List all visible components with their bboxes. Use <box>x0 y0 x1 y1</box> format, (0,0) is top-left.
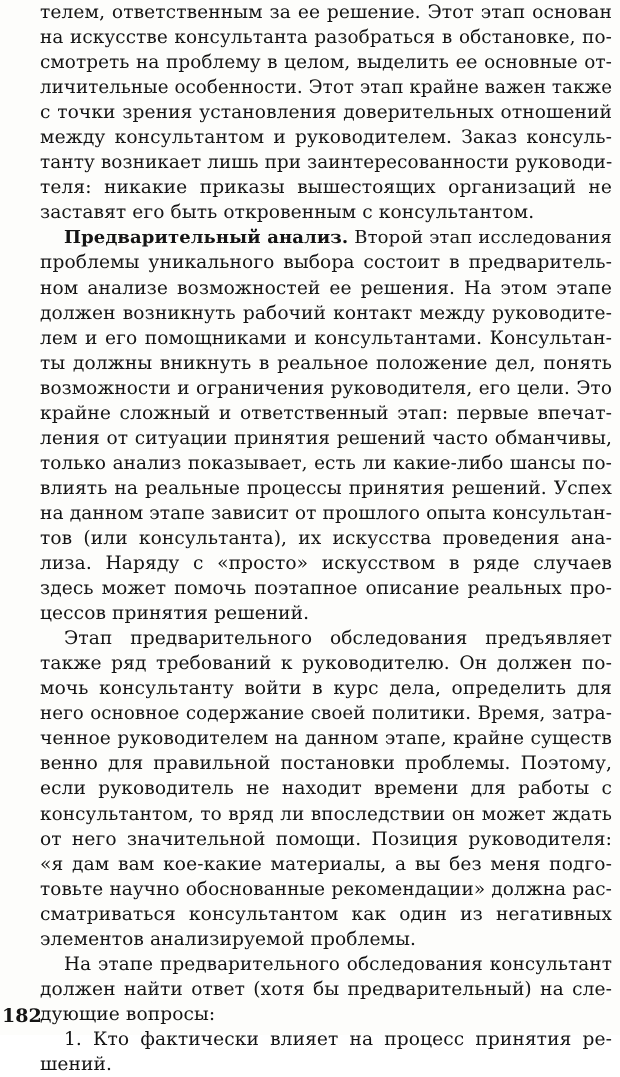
text-line <box>40 776 612 801</box>
line-text: элементов анализируемой проблемы. <box>40 928 417 950</box>
line-text: только анализ показывает, есть ли какие-либо шансы по- <box>40 452 612 474</box>
text-line <box>40 526 612 551</box>
text-line <box>40 125 612 150</box>
text-line <box>40 351 612 376</box>
text-line <box>40 701 612 726</box>
line-text: лиза. Наряду с «просто» искусством в ряде случаев <box>40 553 612 575</box>
text-line <box>40 376 612 401</box>
line-text: товьте научно обоснованные рекомендации» должна рас- <box>40 878 612 900</box>
text-line <box>40 175 612 200</box>
line-text: Этап предварительного обследования предъявляет <box>64 628 612 650</box>
text-line <box>40 551 612 576</box>
line-text: «я дам вам кое-какие материалы, а вы без меня подго- <box>40 853 612 875</box>
line-text: ления от ситуации принятия решений часто обманчивы, <box>40 427 612 449</box>
line-text: на данном этапе зависит от прошлого опыта консультан- <box>40 502 612 524</box>
text-line <box>40 651 612 676</box>
text-line <box>40 676 612 701</box>
text-line <box>40 0 612 25</box>
text-line <box>40 326 612 351</box>
line-text: цессов принятия решений. <box>40 603 310 625</box>
line-text: танту возникает лишь при заинтересованности руководи- <box>40 152 612 174</box>
line-text: консультантом, то вряд ли впоследствии он может ждать <box>40 803 612 825</box>
line-text: должен найти ответ (хотя бы предварительный) на сле- <box>40 978 612 1000</box>
text-line <box>40 276 612 301</box>
text-line <box>40 626 612 651</box>
text-line <box>40 1002 612 1027</box>
text-line <box>40 927 612 952</box>
text-line <box>40 501 612 526</box>
line-text: на искусстве консультанта разобраться в обстановке, по- <box>40 27 612 49</box>
text-line <box>40 301 612 326</box>
line-text: ченное руководителем на данном этапе, крайне существ <box>40 728 612 750</box>
text-line <box>40 877 612 902</box>
text-line <box>40 200 612 225</box>
line-text: здесь может помочь поэтапное описание реальных про- <box>40 578 612 600</box>
text-line <box>40 250 612 275</box>
line-text: возможности и ограничения руководителя, его цели. Это <box>40 377 612 399</box>
line-text: тов (или консультанта), их искусства проведения ана- <box>40 527 612 549</box>
text-line <box>40 576 612 601</box>
text-line <box>40 75 612 100</box>
line-text: лем и его помощниками и консультантами. Консультан- <box>40 327 612 349</box>
text-line <box>40 802 612 827</box>
line-text: от него значительной помощи. Позиция руководителя: <box>40 828 612 850</box>
text-line <box>40 726 612 751</box>
text-line <box>40 476 612 501</box>
line-text: сматриваться консультантом как один из негативных <box>40 903 612 925</box>
text-line <box>40 100 612 125</box>
line-text: 1. Кто фактически влияет на процесс принятия ре- <box>64 1028 612 1050</box>
line-text: крайне сложный и ответственный этап: первые впечат- <box>40 402 612 424</box>
line-text: смотреть на проблему в целом, выделить ее основные от- <box>40 52 612 74</box>
section-heading: Предварительный анализ. <box>64 227 349 249</box>
text-line <box>40 1027 612 1052</box>
line-text: проблемы уникального выбора состоит в предваритель- <box>40 252 612 274</box>
text-line <box>40 150 612 175</box>
line-text: между консультантом и руководителем. Заказ консуль- <box>40 127 612 149</box>
line-text: заставят его быть откровенным с консультантом. <box>40 202 535 224</box>
text-line <box>40 426 612 451</box>
text-line <box>40 25 612 50</box>
line-text: с точки зрения установления доверительных отношений <box>40 102 612 124</box>
text-line <box>40 225 612 250</box>
text-line <box>40 451 612 476</box>
line-text: ты должны вникнуть в реальное положение дел, понять <box>40 352 612 374</box>
text-line <box>40 601 612 626</box>
line-text: На этапе предварительного обследования консультант <box>64 953 612 975</box>
line-text: венно для правильной постановки проблемы. Поэтому, <box>40 753 612 775</box>
line-text: шений. <box>40 1053 112 1075</box>
text-line <box>40 852 612 877</box>
text-line <box>40 401 612 426</box>
text-line <box>40 751 612 776</box>
page-number: 182 <box>2 1005 42 1027</box>
text-line <box>40 827 612 852</box>
line-text: должен возникнуть рабочий контакт между руководите- <box>40 302 612 324</box>
line-text: Второй этап исследования <box>354 227 612 249</box>
text-line <box>40 1052 612 1077</box>
line-text: ном анализе возможностей ее решения. На этом этапе <box>40 277 612 299</box>
text-line <box>40 977 612 1002</box>
line-text: телем, ответственным за ее решение. Этот этап основан <box>40 2 612 23</box>
line-text: мочь консультанту войти в курс дела, определить для <box>40 678 612 700</box>
line-text: если руководитель не находит времени для работы с <box>40 778 612 800</box>
line-text: него основное содержание своей политики. Время, затра- <box>40 703 612 725</box>
text-line <box>40 50 612 75</box>
line-text: дующие вопросы: <box>40 1003 216 1025</box>
body-text <box>40 0 612 1077</box>
line-text: также ряд требований к руководителю. Он должен по- <box>40 653 612 675</box>
line-text: влиять на реальные процессы принятия решений. Успех <box>40 477 612 499</box>
text-line <box>40 952 612 977</box>
line-text: личительные особенности. Этот этап крайне важен также <box>40 77 612 99</box>
line-text: теля: никакие приказы вышестоящих организаций не <box>40 177 612 199</box>
text-line <box>40 902 612 927</box>
